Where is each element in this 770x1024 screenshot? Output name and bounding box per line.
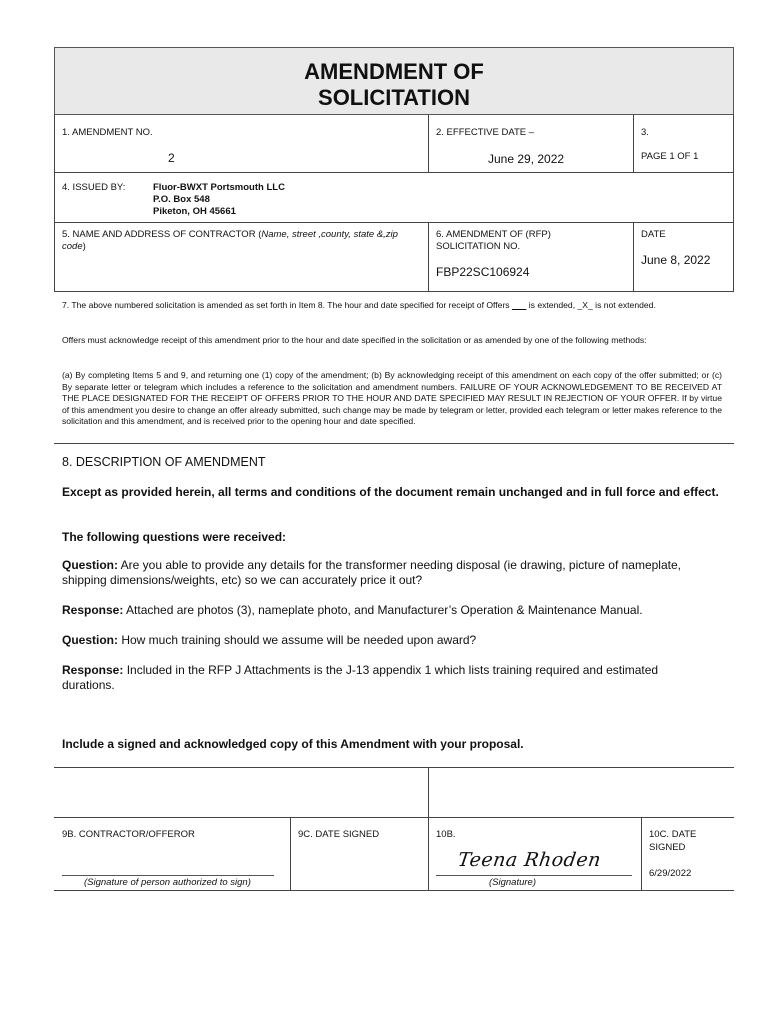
date-signed-label: 9C. DATE SIGNED xyxy=(298,829,380,840)
response-1-text: Attached are photos (3), nameplate photo, and Manufacturer’s Operation & Maintenance Manual. xyxy=(123,603,643,617)
date-label: DATE xyxy=(641,229,666,240)
divider xyxy=(54,443,734,444)
amendment-no-label: 1. AMENDMENT NO. xyxy=(62,127,153,138)
description-intro: Except as provided herein, all terms and conditions of the document remain unchanged and in full force and effect. xyxy=(62,485,719,499)
divider xyxy=(54,890,734,891)
form-title-line2: SOLICITATION xyxy=(318,85,470,110)
handwritten-signature: Teena Rhoden xyxy=(456,849,603,871)
contractor-signature-line xyxy=(62,875,274,876)
amendment-of-label-2: SOLICITATION NO. xyxy=(436,241,521,252)
question-1 xyxy=(62,558,727,588)
divider xyxy=(428,817,429,890)
divider xyxy=(54,115,55,291)
contractor-signature-caption: (Signature of person authorized to sign) xyxy=(84,877,251,888)
item-7-part-a: 7. The above numbered solicitation is amended as set forth in Item 8. The hour and date specified for receipt of Offers xyxy=(62,300,510,310)
item-10c-label-2: SIGNED xyxy=(649,842,686,853)
effective-date-value: June 29, 2022 xyxy=(488,152,565,166)
contractor-label xyxy=(62,229,412,253)
question-2-label: Question: xyxy=(62,633,118,647)
item-7-text xyxy=(62,300,722,312)
form-title-line1: AMENDMENT OF xyxy=(304,59,484,84)
divider xyxy=(54,817,734,818)
issuer-city: Piketon, OH 45661 xyxy=(153,206,236,217)
closing-instruction: Include a signed and acknowledged copy of this Amendment with your proposal. xyxy=(62,737,524,751)
divider xyxy=(641,817,642,890)
response-1 xyxy=(62,603,727,618)
signature-line xyxy=(436,875,632,876)
issued-by-label: 4. ISSUED BY: xyxy=(62,182,126,193)
contractor-label-text: 5. NAME AND ADDRESS OF CONTRACTOR ( xyxy=(62,229,262,240)
question-1-label: Question: xyxy=(62,558,118,572)
offers-text: Offers must acknowledge receipt of this amendment prior to the hour and date specified in the solicitation or as amended by one of the following methods: xyxy=(62,335,647,345)
item-7-part-d: extended. xyxy=(618,300,656,310)
signature-caption: (Signature) xyxy=(489,877,536,888)
amendment-no-value: 2 xyxy=(168,151,175,165)
contractor-offeror-label: 9B. CONTRACTOR/OFFEROR xyxy=(62,829,195,840)
divider xyxy=(428,767,429,817)
divider xyxy=(428,222,429,291)
item-7-blank: ___ xyxy=(512,300,527,310)
response-2-text: Included in the RFP J Attachments is the J-13 appendix 1 which lists training required and estimated durations. xyxy=(62,663,659,692)
effective-date-label: 2. EFFECTIVE DATE – xyxy=(436,127,535,138)
item-10b-label: 10B. xyxy=(436,829,456,840)
contractor-label-italic: Name, street ,county, state &,zip code xyxy=(62,229,398,252)
divider xyxy=(290,817,291,890)
response-1-label: Response: xyxy=(62,603,124,617)
item-10c-label-1: 10C. DATE xyxy=(649,829,697,840)
signed-date-value: 6/29/2022 xyxy=(649,868,692,879)
divider xyxy=(633,222,634,291)
item-7-mark: _X_ xyxy=(577,300,593,310)
response-2 xyxy=(62,663,702,693)
divider xyxy=(733,115,734,291)
solicitation-date: June 8, 2022 xyxy=(641,253,711,267)
divider xyxy=(54,172,734,173)
question-1-text: Are you able to provide any details for the transformer needing disposal (ie drawing, picture of nameplate, shipping dimensions/weights, etc) so we can accurately price it out? xyxy=(62,558,681,587)
divider xyxy=(428,115,429,172)
item-7-part-c: is not xyxy=(595,300,616,310)
question-2 xyxy=(62,633,727,648)
issuer-name: Fluor-BWXT Portsmouth LLC xyxy=(153,182,285,193)
solicitation-number: FBP22SC106924 xyxy=(436,265,530,279)
methods-text: (a) By completing Items 5 and 9, and returning one (1) copy of the amendment; (b) By acknowledging receipt of this amendment on each copy of the offer submitted; or (c) By separate letter or telegram which includes a reference to the solicitation and amendment numbers. FAILURE OF YOUR ACKNOWLEDGEMENT TO BE RECEIVED AT THE PLACE DESIGNATED FOR THE RECEIPT OF OFFERS PRIOR TO THE HOUR AND DATE SPECIFIED MAY RESULT IN REJECTION OF YOUR OFFER. If by virtue of this amendment you desire to change an offer already submitted, such change may be made by telegram or letter, provided each telegram or letter makes reference to the solicitation and this amendment, and is received prior to the opening hour and date specified. xyxy=(62,370,722,426)
item-3-label: 3. xyxy=(641,127,649,138)
divider xyxy=(633,115,634,172)
response-2-label: Response: xyxy=(62,663,124,677)
page-count: PAGE 1 OF 1 xyxy=(641,151,699,162)
contractor-label-close: ) xyxy=(82,241,86,252)
form-header xyxy=(54,47,734,115)
question-2-text: How much training should we assume will be needed upon award? xyxy=(118,633,477,647)
questions-heading: The following questions were received: xyxy=(62,530,287,544)
item-7-part-b: is extended, xyxy=(528,300,576,310)
divider xyxy=(54,222,734,223)
description-heading: 8. DESCRIPTION OF AMENDMENT xyxy=(62,455,266,469)
divider xyxy=(54,767,734,768)
issuer-po-box: P.O. Box 548 xyxy=(153,194,210,205)
divider xyxy=(54,291,734,292)
amendment-of-label-1: 6. AMENDMENT OF (RFP) xyxy=(436,229,551,240)
